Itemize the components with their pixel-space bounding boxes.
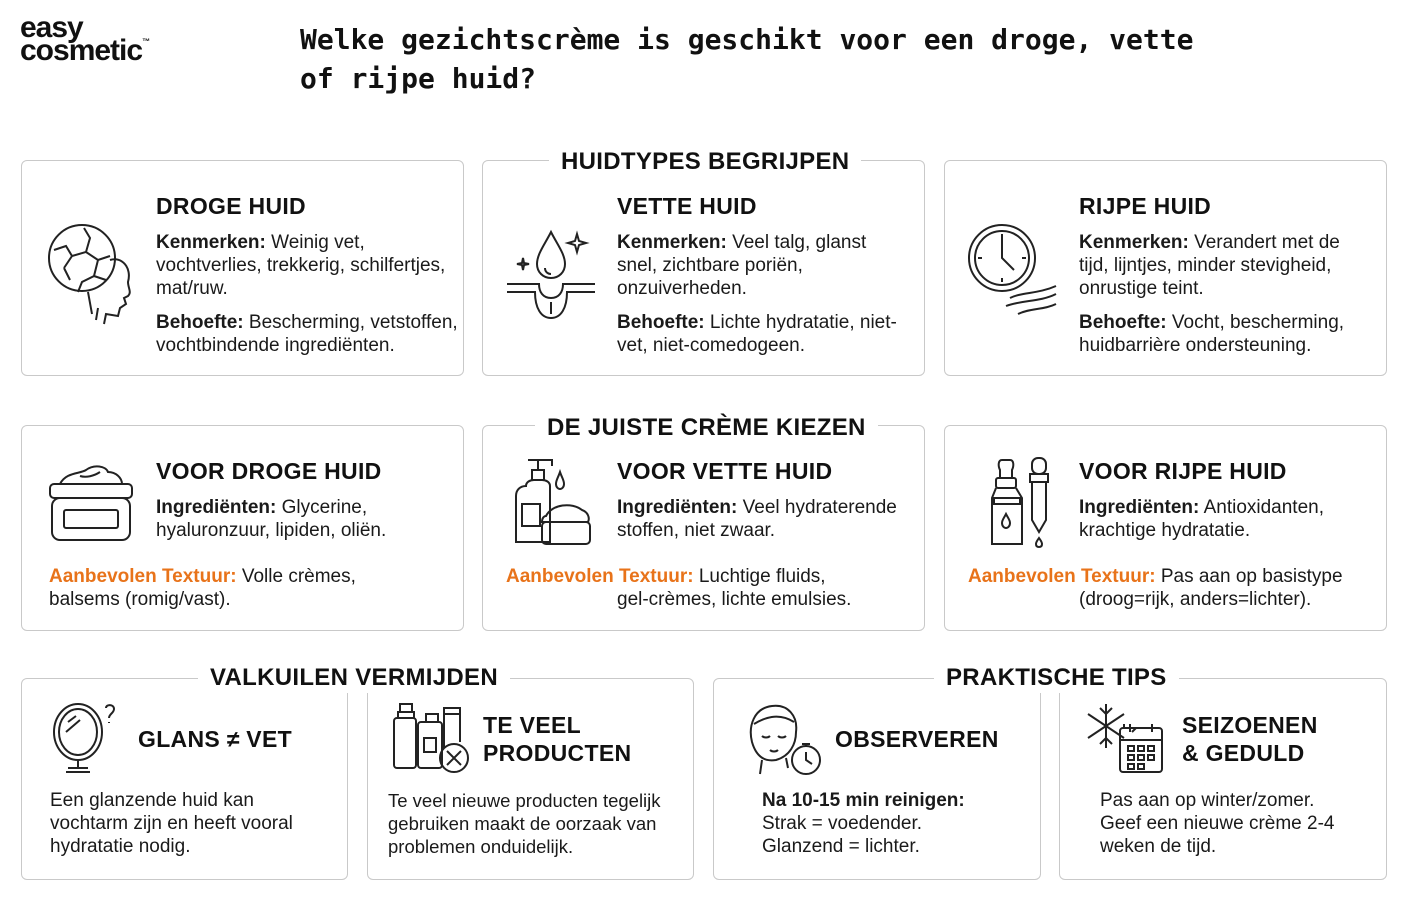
ingredienten-value: Veel hydraterende stoffen, niet zwaar. — [617, 497, 897, 541]
type-behoefte-mature — [1079, 311, 1379, 357]
ingredienten-label: Ingrediënten: — [156, 497, 277, 518]
behoefte-value: Vocht, bescherming, huidbarrière ondersteuning. — [1079, 312, 1345, 356]
serum-dropper-icon — [984, 456, 1056, 550]
pitfall-text-shine: Een glanzende huid kan vochtarm zijn en heeft vooral hydratatie nodig. — [50, 790, 293, 857]
tip-text-observe — [762, 789, 1022, 858]
tip-title-seasons-line-1: SEIZOENEN — [1182, 712, 1318, 738]
textuur-value-2: gel-crèmes, lichte emulsies. — [617, 589, 852, 610]
type-behoefte-oily — [617, 311, 917, 357]
tip-text-seasons: Pas aan op winter/zomer. Geef een nieuwe crème 2-4 weken de tijd. — [1100, 790, 1335, 857]
ingredienten-value: Antioxidanten, krachtige hydratatie. — [1079, 497, 1324, 541]
textuur-value-1: Luchtige fluids, — [693, 566, 826, 587]
brand-trademark: ™ — [142, 37, 151, 47]
cream-title-oily: VOOR VETTE HUID — [617, 458, 833, 484]
textuur-value-1: Volle crèmes, — [236, 566, 356, 587]
kenmerken-value: Veel talg, glanst snel, zichtbare poriën, onzuiverheden. — [617, 232, 867, 299]
section-title-pitfalls: VALKUILEN VERMIJDEN — [198, 663, 510, 693]
behoefte-label: Behoefte: — [617, 312, 705, 333]
cream-texture-dry — [49, 565, 449, 611]
textuur-label: Aanbevolen Textuur: — [49, 566, 237, 587]
ingredienten-label: Ingrediënten: — [617, 497, 738, 518]
cream-texture-oily — [506, 565, 916, 611]
type-title-dry: DROGE HUID — [156, 193, 306, 219]
type-kenmerken-mature — [1079, 231, 1369, 300]
cream-title-dry: VOOR DROGE HUID — [156, 458, 382, 484]
kenmerken-label: Kenmerken: — [1079, 232, 1189, 253]
type-kenmerken-oily — [617, 231, 897, 300]
tip-title-seasons — [1182, 711, 1318, 767]
textuur-value-1: Pas aan op basistype — [1155, 566, 1343, 587]
kenmerken-value: Weinig vet, vochtverlies, trekkerig, schilfertjes, mat/ruw. — [156, 232, 446, 299]
type-behoefte-dry — [156, 311, 461, 357]
type-title-mature: RIJPE HUID — [1079, 193, 1212, 219]
ingredienten-value: Glycerine, hyaluronzuur, lipiden, oliën. — [156, 497, 387, 541]
type-title-oily: VETTE HUID — [617, 193, 757, 219]
cream-ingredients-dry — [156, 496, 446, 542]
section-title-tips: PRAKTISCHE TIPS — [934, 663, 1179, 693]
section-title-choose: DE JUISTE CRÈME KIEZEN — [535, 413, 878, 443]
textuur-value-2: balsems (romig/vast). — [49, 589, 231, 610]
snow-sun-calendar-icon — [1084, 702, 1166, 776]
kenmerken-label: Kenmerken: — [156, 232, 266, 253]
tip-observe-line-1: Strak = voedender. — [762, 813, 923, 834]
cream-texture-mature — [968, 565, 1378, 611]
pitfall-title-products — [483, 711, 631, 767]
tip-observe-line-2: Glanzend = lichter. — [762, 836, 920, 857]
cream-jar-icon — [46, 460, 136, 546]
brand-logo — [20, 11, 151, 68]
pump-bottle-gel-icon — [508, 456, 594, 548]
clock-wrinkles-icon — [966, 222, 1060, 322]
section-title-types: HUIDTYPES BEGRIJPEN — [549, 147, 861, 177]
brand-line-1: easy — [20, 11, 83, 44]
tip-observe-lead: Na 10-15 min reinigen: — [762, 790, 965, 811]
face-timer-icon — [744, 702, 824, 778]
pitfall-title-shine: GLANS ≠ VET — [138, 726, 292, 752]
tip-title-seasons-line-2: & GEDULD — [1182, 740, 1305, 766]
textuur-label: Aanbevolen Textuur: — [506, 566, 694, 587]
cream-title-mature: VOOR RIJPE HUID — [1079, 458, 1287, 484]
type-kenmerken-dry — [156, 231, 446, 300]
too-many-products-icon — [392, 702, 472, 774]
brand-line-2: cosmetic — [20, 34, 143, 68]
behoefte-label: Behoefte: — [1079, 312, 1167, 333]
pitfall-title-products-line-2: PRODUCTEN — [483, 740, 632, 766]
pitfall-title-products-line-1: TE VEEL — [483, 712, 581, 738]
kenmerken-value: Verandert met de tijd, lijntjes, minder stevigheid, onrustige teint. — [1079, 232, 1340, 299]
textuur-value-2: (droog=rijk, anders=lichter). — [1079, 589, 1312, 610]
cracked-skin-head-icon — [44, 220, 136, 326]
kenmerken-label: Kenmerken: — [617, 232, 727, 253]
oil-drop-pore-icon — [505, 228, 597, 324]
page-title: Welke gezichtscrème is geschikt voor een droge, vette of rijpe huid? — [300, 23, 1194, 95]
textuur-label: Aanbevolen Textuur: — [968, 566, 1156, 587]
ingredienten-label: Ingrediënten: — [1079, 497, 1200, 518]
cream-ingredients-oily — [617, 496, 917, 542]
mirror-question-icon — [48, 702, 124, 778]
cream-ingredients-mature — [1079, 496, 1369, 542]
tip-title-observe: OBSERVEREN — [835, 726, 999, 752]
behoefte-label: Behoefte: — [156, 312, 244, 333]
behoefte-value: Lichte hydratatie, niet-vet, niet-comedogeen. — [617, 312, 897, 356]
pitfall-text-products: Te veel nieuwe producten tegelijk gebruiken maakt de oorzaak van problemen onduidelijk. — [388, 790, 661, 857]
behoefte-value: Bescherming, vetstoffen, vochtbindende ingrediënten. — [156, 312, 458, 356]
